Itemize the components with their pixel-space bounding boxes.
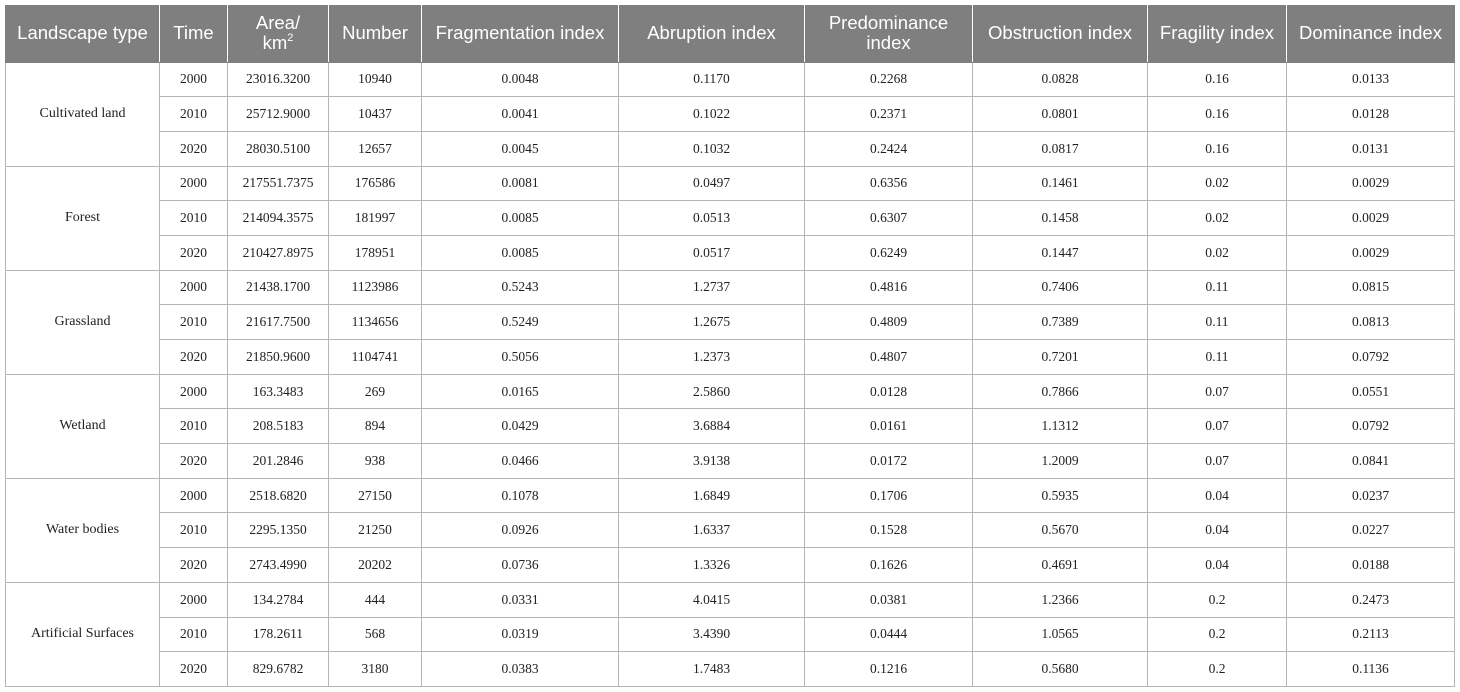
time-cell: 2010 — [160, 97, 228, 132]
fragility-cell: 0.04 — [1148, 513, 1287, 548]
header-landscape-type: Landscape type — [6, 5, 160, 62]
fragility-cell: 0.04 — [1148, 478, 1287, 513]
table-row — [6, 305, 1455, 340]
area-cell: 21850.9600 — [228, 340, 329, 375]
abruption-cell: 1.3326 — [619, 548, 805, 583]
abruption-cell: 4.0415 — [619, 582, 805, 617]
fragmentation-cell: 0.0165 — [422, 374, 619, 409]
table-row — [6, 270, 1455, 305]
time-cell: 2020 — [160, 548, 228, 583]
dominance-cell: 0.0237 — [1287, 478, 1455, 513]
table-row — [6, 444, 1455, 479]
fragility-cell: 0.07 — [1148, 409, 1287, 444]
dominance-cell: 0.0029 — [1287, 235, 1455, 270]
fragmentation-cell: 0.5249 — [422, 305, 619, 340]
predominance-cell: 0.1528 — [805, 513, 973, 548]
number-cell: 21250 — [329, 513, 422, 548]
landscape-type-cell: Forest — [6, 166, 160, 270]
abruption-cell: 0.0513 — [619, 201, 805, 236]
dominance-cell: 0.0792 — [1287, 409, 1455, 444]
time-cell: 2010 — [160, 513, 228, 548]
area-cell: 23016.3200 — [228, 62, 329, 97]
number-cell: 12657 — [329, 131, 422, 166]
dominance-cell: 0.0841 — [1287, 444, 1455, 479]
obstruction-cell: 0.4691 — [973, 548, 1148, 583]
abruption-cell: 0.1032 — [619, 131, 805, 166]
table-row — [6, 409, 1455, 444]
area-cell: 28030.5100 — [228, 131, 329, 166]
fragmentation-cell: 0.0383 — [422, 652, 619, 687]
area-cell: 217551.7375 — [228, 166, 329, 201]
table-row — [6, 374, 1455, 409]
predominance-cell: 0.6249 — [805, 235, 973, 270]
area-cell: 134.2784 — [228, 582, 329, 617]
obstruction-cell: 0.5680 — [973, 652, 1148, 687]
header-obstruction-index: Obstruction index — [973, 5, 1148, 62]
time-cell: 2010 — [160, 305, 228, 340]
abruption-cell: 1.2737 — [619, 270, 805, 305]
time-cell: 2000 — [160, 478, 228, 513]
number-cell: 20202 — [329, 548, 422, 583]
abruption-cell: 3.6884 — [619, 409, 805, 444]
table-row — [6, 582, 1455, 617]
predominance-cell: 0.0161 — [805, 409, 973, 444]
fragmentation-cell: 0.0081 — [422, 166, 619, 201]
table-body — [6, 62, 1455, 687]
header-predominance-index: Predominance index — [805, 5, 973, 62]
area-cell: 163.3483 — [228, 374, 329, 409]
number-cell: 176586 — [329, 166, 422, 201]
abruption-cell: 0.0497 — [619, 166, 805, 201]
table-row — [6, 617, 1455, 652]
obstruction-cell: 1.0565 — [973, 617, 1148, 652]
number-cell: 1123986 — [329, 270, 422, 305]
number-cell: 1104741 — [329, 340, 422, 375]
table-row — [6, 131, 1455, 166]
fragmentation-cell: 0.0331 — [422, 582, 619, 617]
obstruction-cell: 0.7201 — [973, 340, 1148, 375]
obstruction-cell: 0.1447 — [973, 235, 1148, 270]
fragility-cell: 0.04 — [1148, 548, 1287, 583]
obstruction-cell: 0.5670 — [973, 513, 1148, 548]
dominance-cell: 0.0131 — [1287, 131, 1455, 166]
header-number: Number — [329, 5, 422, 62]
header-area-unit: km — [262, 32, 288, 54]
dominance-cell: 0.0133 — [1287, 62, 1455, 97]
fragmentation-cell: 0.0926 — [422, 513, 619, 548]
area-cell: 21438.1700 — [228, 270, 329, 305]
time-cell: 2020 — [160, 652, 228, 687]
predominance-cell: 0.2268 — [805, 62, 973, 97]
time-cell: 2000 — [160, 166, 228, 201]
obstruction-cell: 0.7406 — [973, 270, 1148, 305]
header-abruption-index: Abruption index — [619, 5, 805, 62]
obstruction-cell: 0.5935 — [973, 478, 1148, 513]
fragmentation-cell: 0.0085 — [422, 201, 619, 236]
fragility-cell: 0.2 — [1148, 617, 1287, 652]
abruption-cell: 1.6849 — [619, 478, 805, 513]
abruption-cell: 1.7483 — [619, 652, 805, 687]
time-cell: 2020 — [160, 131, 228, 166]
header-fragmentation-index: Fragmentation index — [422, 5, 619, 62]
fragility-cell: 0.2 — [1148, 582, 1287, 617]
area-cell: 208.5183 — [228, 409, 329, 444]
number-cell: 568 — [329, 617, 422, 652]
dominance-cell: 0.0029 — [1287, 166, 1455, 201]
dominance-cell: 0.0551 — [1287, 374, 1455, 409]
fragility-cell: 0.07 — [1148, 374, 1287, 409]
number-cell: 938 — [329, 444, 422, 479]
fragility-cell: 0.11 — [1148, 270, 1287, 305]
table-header — [6, 5, 1455, 62]
area-cell: 2295.1350 — [228, 513, 329, 548]
landscape-type-cell: Cultivated land — [6, 62, 160, 166]
abruption-cell: 2.5860 — [619, 374, 805, 409]
landscape-type-cell: Grassland — [6, 270, 160, 374]
fragmentation-cell: 0.5056 — [422, 340, 619, 375]
time-cell: 2010 — [160, 617, 228, 652]
area-cell: 2743.4990 — [228, 548, 329, 583]
fragility-cell: 0.02 — [1148, 201, 1287, 236]
dominance-cell: 0.0188 — [1287, 548, 1455, 583]
area-cell: 178.2611 — [228, 617, 329, 652]
predominance-cell: 0.2371 — [805, 97, 973, 132]
obstruction-cell: 1.2009 — [973, 444, 1148, 479]
time-cell: 2000 — [160, 374, 228, 409]
header-area — [228, 5, 329, 62]
time-cell: 2010 — [160, 409, 228, 444]
abruption-cell: 1.2373 — [619, 340, 805, 375]
predominance-cell: 0.2424 — [805, 131, 973, 166]
fragmentation-cell: 0.0048 — [422, 62, 619, 97]
time-cell: 2020 — [160, 235, 228, 270]
landscape-index-table — [5, 5, 1455, 687]
header-dominance-index: Dominance index — [1287, 5, 1455, 62]
number-cell: 10437 — [329, 97, 422, 132]
number-cell: 178951 — [329, 235, 422, 270]
table-row — [6, 235, 1455, 270]
table-row — [6, 166, 1455, 201]
header-area-prefix: Area/ — [255, 12, 301, 34]
fragility-cell: 0.16 — [1148, 131, 1287, 166]
table-row — [6, 97, 1455, 132]
dominance-cell: 0.2113 — [1287, 617, 1455, 652]
abruption-cell: 1.6337 — [619, 513, 805, 548]
fragility-cell: 0.11 — [1148, 305, 1287, 340]
predominance-cell: 0.1216 — [805, 652, 973, 687]
fragmentation-cell: 0.0466 — [422, 444, 619, 479]
dominance-cell: 0.2473 — [1287, 582, 1455, 617]
number-cell: 27150 — [329, 478, 422, 513]
number-cell: 3180 — [329, 652, 422, 687]
fragmentation-cell: 0.0736 — [422, 548, 619, 583]
landscape-type-cell: Artificial Surfaces — [6, 582, 160, 686]
time-cell: 2020 — [160, 340, 228, 375]
obstruction-cell: 0.7866 — [973, 374, 1148, 409]
predominance-cell: 0.6356 — [805, 166, 973, 201]
number-cell: 444 — [329, 582, 422, 617]
time-cell: 2010 — [160, 201, 228, 236]
header-area-superscript: 2 — [287, 32, 294, 45]
number-cell: 181997 — [329, 201, 422, 236]
predominance-cell: 0.1706 — [805, 478, 973, 513]
fragility-cell: 0.02 — [1148, 235, 1287, 270]
dominance-cell: 0.1136 — [1287, 652, 1455, 687]
predominance-cell: 0.0172 — [805, 444, 973, 479]
fragmentation-cell: 0.0045 — [422, 131, 619, 166]
area-cell: 25712.9000 — [228, 97, 329, 132]
dominance-cell: 0.0813 — [1287, 305, 1455, 340]
predominance-cell: 0.4807 — [805, 340, 973, 375]
predominance-cell: 0.1626 — [805, 548, 973, 583]
predominance-cell: 0.0381 — [805, 582, 973, 617]
table-row — [6, 340, 1455, 375]
obstruction-cell: 0.0817 — [973, 131, 1148, 166]
landscape-type-cell: Wetland — [6, 374, 160, 478]
area-cell: 2518.6820 — [228, 478, 329, 513]
dominance-cell: 0.0815 — [1287, 270, 1455, 305]
area-cell: 21617.7500 — [228, 305, 329, 340]
obstruction-cell: 0.0828 — [973, 62, 1148, 97]
table-row — [6, 513, 1455, 548]
number-cell: 10940 — [329, 62, 422, 97]
area-cell: 201.2846 — [228, 444, 329, 479]
table-row — [6, 548, 1455, 583]
fragmentation-cell: 0.0041 — [422, 97, 619, 132]
fragility-cell: 0.16 — [1148, 97, 1287, 132]
header-time: Time — [160, 5, 228, 62]
abruption-cell: 1.2675 — [619, 305, 805, 340]
fragility-cell: 0.2 — [1148, 652, 1287, 687]
time-cell: 2000 — [160, 582, 228, 617]
area-cell: 214094.3575 — [228, 201, 329, 236]
dominance-cell: 0.0227 — [1287, 513, 1455, 548]
predominance-cell: 0.4809 — [805, 305, 973, 340]
abruption-cell: 3.9138 — [619, 444, 805, 479]
number-cell: 894 — [329, 409, 422, 444]
area-cell: 829.6782 — [228, 652, 329, 687]
dominance-cell: 0.0029 — [1287, 201, 1455, 236]
predominance-cell: 0.0444 — [805, 617, 973, 652]
obstruction-cell: 1.1312 — [973, 409, 1148, 444]
number-cell: 1134656 — [329, 305, 422, 340]
header-row — [6, 5, 1455, 62]
obstruction-cell: 0.7389 — [973, 305, 1148, 340]
number-cell: 269 — [329, 374, 422, 409]
abruption-cell: 0.1022 — [619, 97, 805, 132]
time-cell: 2020 — [160, 444, 228, 479]
fragmentation-cell: 0.0085 — [422, 235, 619, 270]
predominance-cell: 0.6307 — [805, 201, 973, 236]
table-row — [6, 62, 1455, 97]
table-row — [6, 478, 1455, 513]
time-cell: 2000 — [160, 62, 228, 97]
fragmentation-cell: 0.0429 — [422, 409, 619, 444]
predominance-cell: 0.4816 — [805, 270, 973, 305]
table-row — [6, 201, 1455, 236]
landscape-type-cell: Water bodies — [6, 478, 160, 582]
abruption-cell: 0.0517 — [619, 235, 805, 270]
fragility-cell: 0.11 — [1148, 340, 1287, 375]
fragmentation-cell: 0.0319 — [422, 617, 619, 652]
abruption-cell: 0.1170 — [619, 62, 805, 97]
obstruction-cell: 0.1461 — [973, 166, 1148, 201]
header-fragility-index: Fragility index — [1148, 5, 1287, 62]
dominance-cell: 0.0128 — [1287, 97, 1455, 132]
fragmentation-cell: 0.1078 — [422, 478, 619, 513]
area-cell: 210427.8975 — [228, 235, 329, 270]
fragility-cell: 0.07 — [1148, 444, 1287, 479]
table-row — [6, 652, 1455, 687]
fragility-cell: 0.02 — [1148, 166, 1287, 201]
obstruction-cell: 1.2366 — [973, 582, 1148, 617]
dominance-cell: 0.0792 — [1287, 340, 1455, 375]
obstruction-cell: 0.1458 — [973, 201, 1148, 236]
abruption-cell: 3.4390 — [619, 617, 805, 652]
predominance-cell: 0.0128 — [805, 374, 973, 409]
fragmentation-cell: 0.5243 — [422, 270, 619, 305]
time-cell: 2000 — [160, 270, 228, 305]
fragility-cell: 0.16 — [1148, 62, 1287, 97]
obstruction-cell: 0.0801 — [973, 97, 1148, 132]
